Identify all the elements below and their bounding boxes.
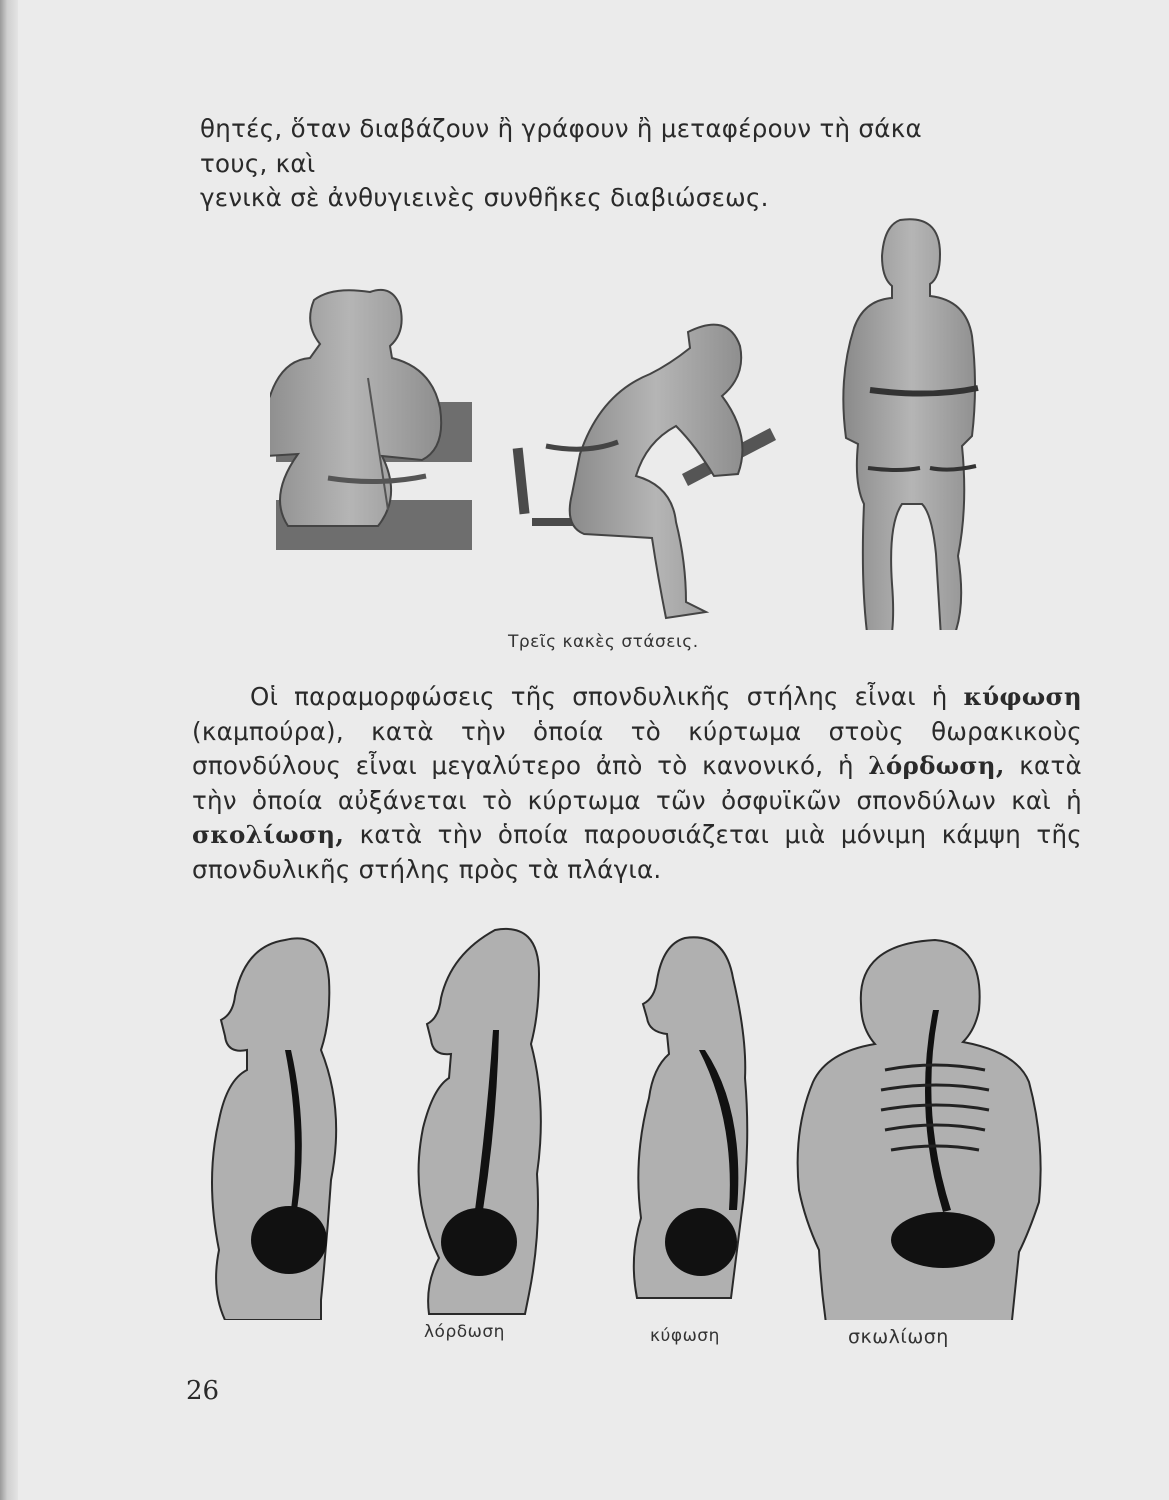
book-binding-edge: [0, 0, 18, 1500]
pelvis-scoliosis: [891, 1212, 995, 1268]
paragraph-text: (καμπούρα), κατὰ τὴν ὁποία τὸ κύρτωμα στοὺς θωρακικοὺς σπονδύλους εἶναι μεγαλύτερο ἀπὸ τὸ κανονικό, ἡ: [192, 716, 1082, 780]
term-lordosis: λόρδωση,: [868, 751, 1005, 780]
posture-figure-hunched: [513, 325, 776, 618]
pelvis-normal: [251, 1206, 327, 1274]
posture-figure-desk: [270, 290, 472, 550]
paragraph-intro-line1: θητές, ὅταν διαβάζουν ἢ γράφουν ἢ μεταφέρουν τὴ σάκα τους, καὶ: [200, 114, 922, 178]
bad-postures-illustration: [270, 210, 990, 630]
paragraph-text: κατὰ τὴν ὁποία αὐξάνεται τὸ κύρτωμα τῶν ὀσφυϊκῶν σπονδύλων καὶ ἡ: [192, 751, 1082, 815]
label-scoliosis: σκωλίωση: [848, 1326, 949, 1348]
paragraph-text: Οἱ παραμορφώσεις τῆς σπονδυλικῆς στήλης εἶναι ἡ: [250, 682, 964, 711]
paragraph-deformations: [192, 680, 1082, 887]
pelvis-kyphosis: [665, 1208, 737, 1276]
paragraph-text: κατὰ τὴν ὁποία παρουσιάζεται μιὰ μόνιμη κάμψη τῆς σπονδυλικῆς στήλης πρὸς τὰ πλάγια.: [192, 820, 1082, 884]
page-number: 26: [186, 1376, 220, 1406]
pelvis-lordosis: [441, 1208, 517, 1276]
label-kyphosis: κύφωση: [650, 1326, 720, 1346]
paragraph-intro-line2: γενικὰ σὲ ἀνθυγιεινὲς συνθῆκες διαβιώσεως.: [200, 183, 769, 212]
label-lordosis: λόρδωση: [424, 1322, 505, 1342]
paragraph-intro: [200, 112, 975, 216]
term-scoliosis: σκολίωση,: [192, 820, 345, 849]
posture-figure-standing: [843, 219, 980, 630]
spine-deformations-illustration: [195, 880, 1055, 1320]
term-kyphosis: κύφωση: [963, 682, 1082, 711]
figure-caption: Τρεῖς κακὲς στάσεις.: [508, 632, 699, 652]
